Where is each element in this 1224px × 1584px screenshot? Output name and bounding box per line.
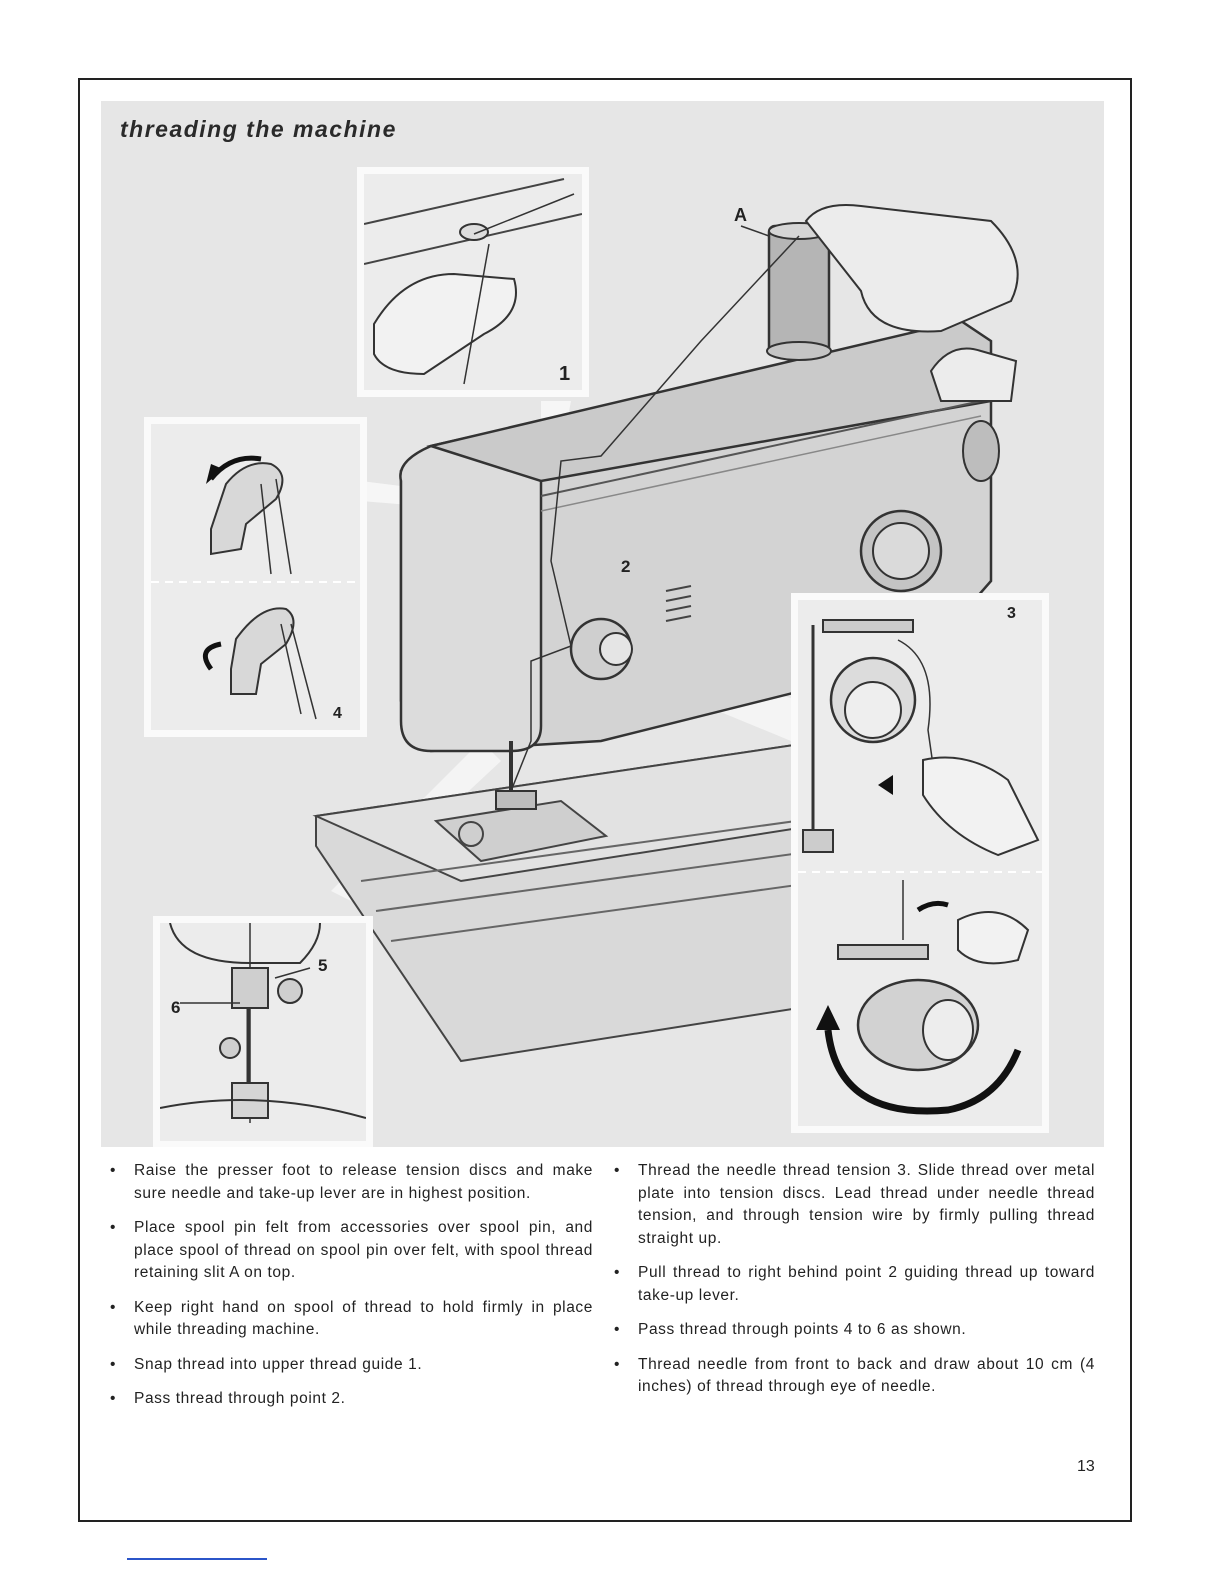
instruction-item: • Snap thread into upper thread guide 1.	[108, 1354, 593, 1377]
inset-thread-tension	[791, 593, 1049, 1133]
instruction-item: • Thread needle from front to back and draw about 10 cm (4 inches) of thread through eye of needle.	[612, 1354, 1095, 1399]
thread-guide-drawing	[364, 174, 582, 390]
needle-guides-drawing	[160, 923, 366, 1141]
instruction-item: • Pull thread to right behind point 2 guiding thread up toward take-up lever.	[612, 1262, 1095, 1307]
thread-tension-drawing	[798, 600, 1042, 1126]
instructions-right-column	[612, 1160, 1095, 1411]
take-up-lever-drawing	[151, 424, 360, 730]
callout-1: 1	[559, 363, 571, 385]
inset-needle-guides	[153, 916, 373, 1147]
instruction-item: • Raise the presser foot to release tension discs and make sure needle and take-up lever are in highest position.	[108, 1160, 593, 1205]
threading-illustration	[101, 101, 1104, 1147]
callout-5: 5	[318, 956, 328, 975]
instruction-item: • Pass thread through point 2.	[108, 1388, 593, 1411]
page-number: 13	[1077, 1458, 1095, 1475]
callout-4: 4	[333, 705, 342, 722]
page-heading: threading the machine	[120, 116, 397, 142]
inset-take-up-lever	[144, 417, 367, 737]
instructions-left-column	[108, 1160, 593, 1423]
underline-link-fragment[interactable]	[127, 1558, 267, 1560]
inset-thread-guide-1	[357, 167, 589, 397]
callout-2: 2	[621, 557, 631, 576]
callout-6: 6	[171, 998, 181, 1017]
instruction-item: • Thread the needle thread tension 3. Slide thread over metal plate into tension discs. Lead thread under needle thread tension, and through tension wire by firmly pulling thread straight up.	[612, 1160, 1095, 1250]
instruction-item: • Keep right hand on spool of thread to hold firmly in place while threading machine.	[108, 1297, 593, 1342]
instruction-item: • Pass thread through points 4 to 6 as shown.	[612, 1319, 1095, 1342]
callout-a: A	[734, 205, 747, 225]
instruction-item: • Place spool pin felt from accessories over spool pin, and place spool of thread on spool pin over felt, with spool thread retaining slit A on top.	[108, 1217, 593, 1285]
callout-3: 3	[1007, 605, 1016, 622]
